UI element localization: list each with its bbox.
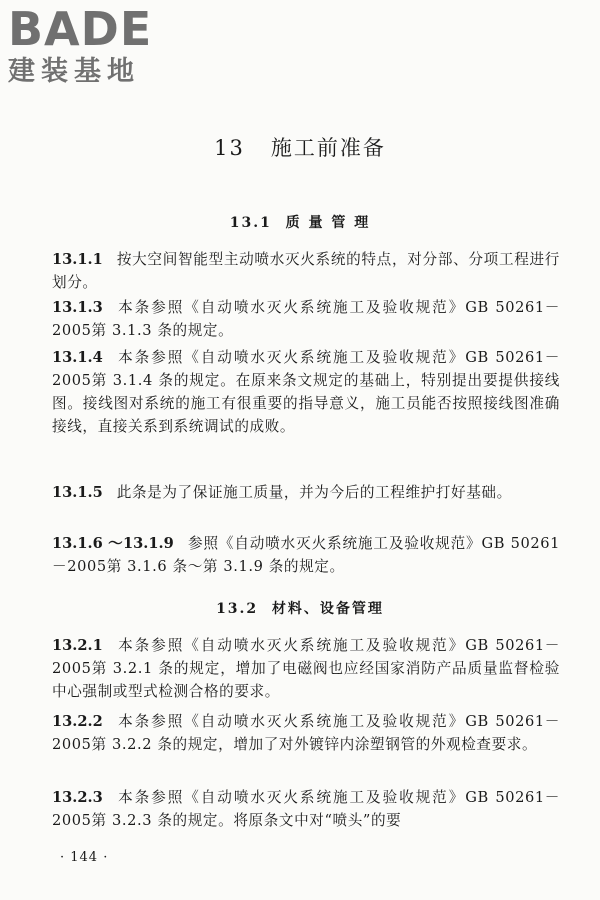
clause-13-1-6-to-9: [52, 532, 560, 578]
clause-13-1-5: [52, 481, 560, 504]
clause-number: 13.1.4: [52, 349, 103, 366]
clause-number: 13.2.3: [52, 789, 103, 806]
section-title-13-1: [0, 212, 600, 232]
section-number: 13.2: [216, 601, 259, 617]
clause-text: 按大空间智能型主动喷水灭火系统的特点，对分部、分项工程进行划分。: [52, 251, 560, 291]
clause-text: 参照《自动喷水灭火系统施工及验收规范》GB 50261－2005第 3.1.6 条～第 3.1.9 条的规定。: [52, 535, 561, 575]
clause-text: 本条参照《自动喷水灭火系统施工及验收规范》GB 50261－2005第 3.1.3 条的规定。: [52, 299, 560, 339]
clause-number: 13.2.2: [52, 713, 103, 730]
chapter-title: [0, 132, 600, 162]
clause-13-2-1: [52, 634, 560, 703]
clause-number: 13.1.1: [52, 251, 103, 268]
clause-13-1-4: [52, 346, 560, 438]
clause-13-2-2: [52, 710, 560, 756]
clause-number: 13.1.5: [52, 484, 103, 501]
clause-number: 13.1.6 ～13.1.9: [52, 535, 174, 552]
section-name: 质 量 管 理: [285, 215, 371, 231]
clause-13-2-3: [52, 786, 560, 832]
section-name: 材料、设备管理: [271, 601, 384, 617]
clause-text: 本条参照《自动喷水灭火系统施工及验收规范》GB 50261－2005第 3.1.4 条的规定。在原来条文规定的基础上，特别提出要提供接线图。接线图对系统的施工有很重要的指导意义，施工员能否按照接线图准确接线，直接关系到系统调试的成败。: [52, 349, 560, 435]
page-number: · 144 ·: [60, 850, 109, 865]
chapter-number: 13: [214, 136, 245, 160]
logo-sub-text: 建装基地: [8, 56, 140, 87]
chapter-name: 施工前准备: [270, 136, 386, 160]
clause-text: 此条是为了保证施工质量，并为今后的工程维护打好基础。: [116, 484, 512, 501]
clause-number: 13.1.3: [52, 299, 103, 316]
clause-13-1-3: [52, 296, 560, 342]
section-number: 13.1: [229, 215, 272, 231]
logo: [8, 2, 178, 88]
clause-text: 本条参照《自动喷水灭火系统施工及验收规范》GB 50261－2005第 3.2.1 条的规定，增加了电磁阀也应经国家消防产品质量监督检验中心强制或型式检测合格的要求。: [52, 637, 560, 700]
clause-13-1-1: [52, 248, 560, 294]
clause-text: 本条参照《自动喷水灭火系统施工及验收规范》GB 50261－2005第 3.2.2 条的规定，增加了对外镀锌内涂塑钢管的外观检查要求。: [52, 713, 560, 753]
section-title-13-2: [0, 598, 600, 618]
clause-text: 本条参照《自动喷水灭火系统施工及验收规范》GB 50261－2005第 3.2.3 条的规定。将原条文中对“喷头”的要: [52, 789, 560, 829]
clause-number: 13.2.1: [52, 637, 103, 654]
logo-main-text: BADE: [8, 2, 153, 56]
